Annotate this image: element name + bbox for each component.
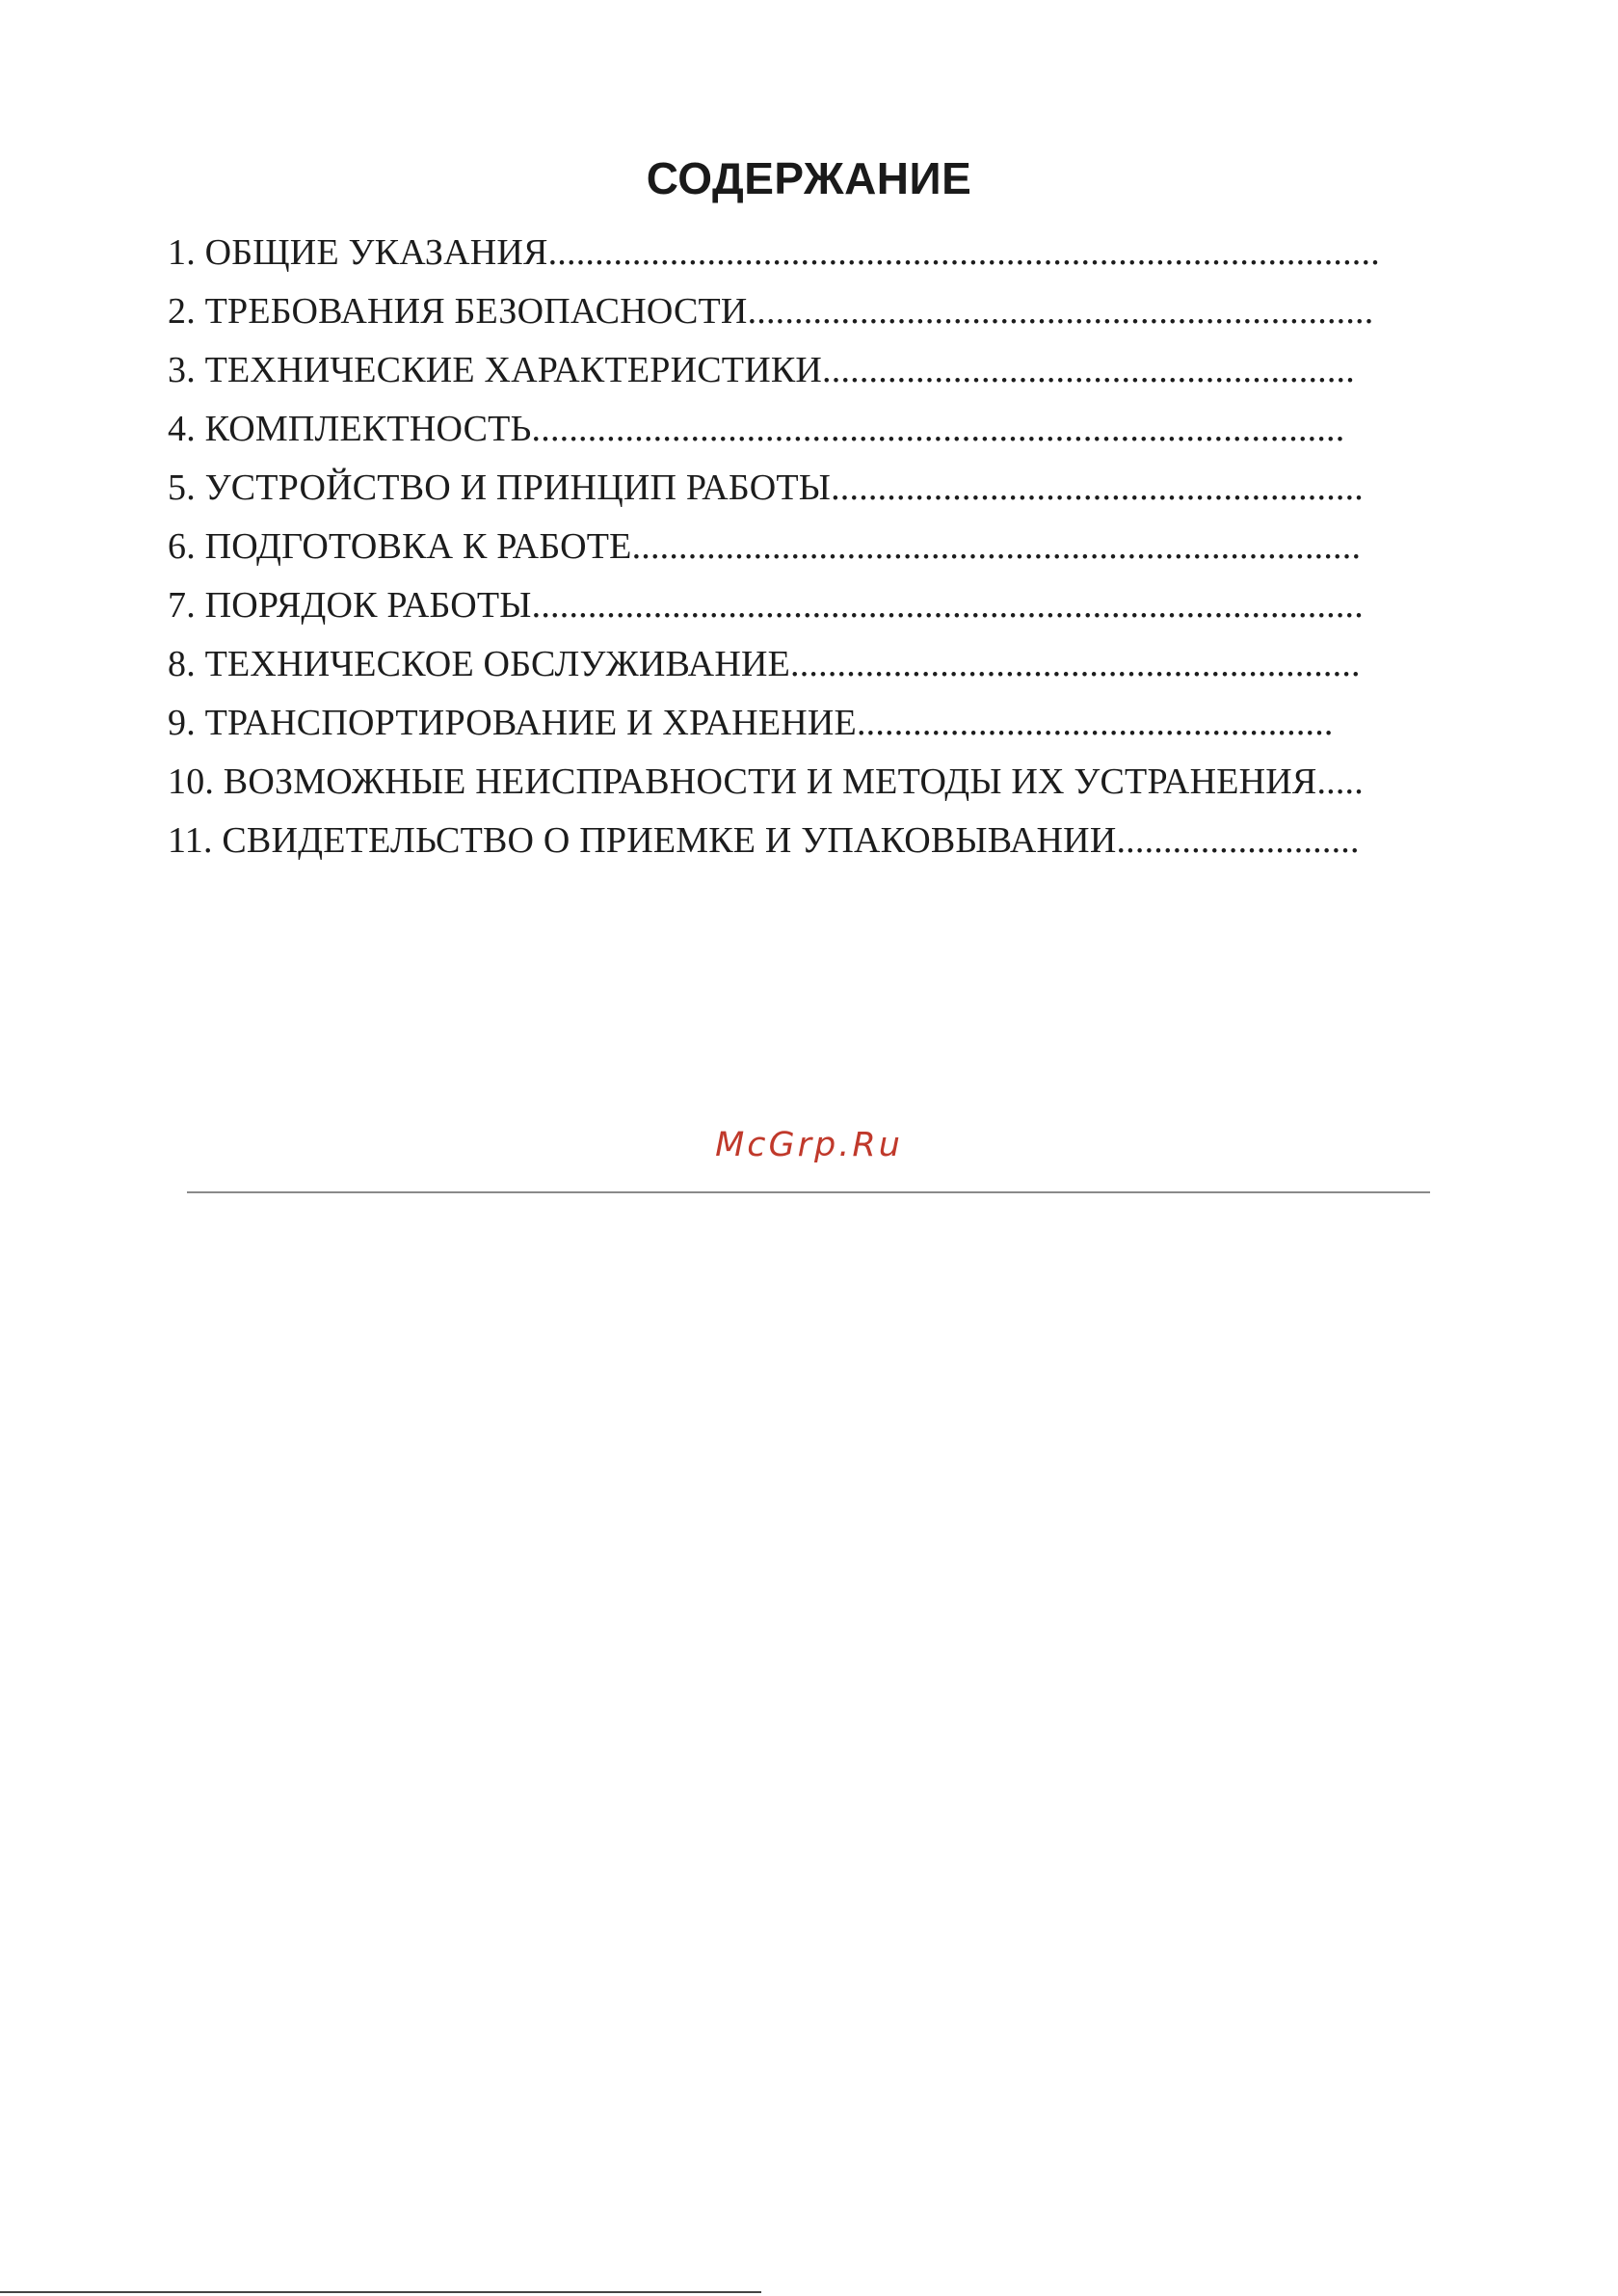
toc-entry-text: 10. ВОЗМОЖНЫЕ НЕИСПРАВНОСТИ И МЕТОДЫ ИХ УСТРАНЕНИЯ — [168, 761, 1317, 802]
toc-leader-dots: ......................................................................................... — [531, 585, 1364, 626]
toc-leader-dots: .............................................................................. — [631, 526, 1362, 567]
table-of-contents — [168, 224, 1380, 870]
toc-entry[interactable] — [168, 694, 1380, 753]
toc-entry[interactable] — [168, 576, 1380, 635]
footer-divider — [187, 1191, 1430, 1193]
watermark-logo: McGrp.Ru — [715, 1126, 903, 1164]
toc-entry-text: 3. ТЕХНИЧЕСКИЕ ХАРАКТЕРИСТИКИ — [168, 350, 823, 390]
toc-leader-dots: ......................................................... — [822, 350, 1355, 390]
toc-entry[interactable] — [168, 518, 1380, 576]
toc-entry-text: 1. ОБЩИЕ УКАЗАНИЯ — [168, 232, 548, 273]
toc-entry[interactable] — [168, 635, 1380, 694]
toc-entry[interactable] — [168, 812, 1380, 870]
toc-entry[interactable] — [168, 341, 1380, 400]
toc-leader-dots: ............................................................. — [790, 644, 1361, 684]
toc-leader-dots: ....................................................................................... — [531, 409, 1345, 449]
toc-entry-text: 8. ТЕХНИЧЕСКОЕ ОБСЛУЖИВАНИЕ — [168, 644, 791, 684]
toc-entry-text: 4. КОМПЛЕКТНОСТЬ — [168, 409, 532, 449]
toc-entry[interactable] — [168, 224, 1380, 282]
toc-entry-text: 11. СВИДЕТЕЛЬСТВО О ПРИЕМКЕ И УПАКОВЫВАНИИ — [168, 820, 1117, 861]
bottom-edge-rule — [0, 2291, 761, 2293]
toc-leader-dots: ......................................................................................... — [547, 232, 1380, 273]
toc-entry[interactable] — [168, 282, 1380, 341]
toc-entry-text: 2. ТРЕБОВАНИЯ БЕЗОПАСНОСТИ — [168, 291, 748, 332]
toc-leader-dots: ................................................................... — [747, 291, 1374, 332]
toc-entry[interactable] — [168, 400, 1380, 459]
page-title: СОДЕРЖАНИЕ — [646, 153, 972, 203]
toc-entry-text: 9. ТРАНСПОРТИРОВАНИЕ И ХРАНЕНИЕ — [168, 703, 857, 743]
toc-entry-text: 7. ПОРЯДОК РАБОТЫ — [168, 585, 532, 626]
toc-entry-text: 5. УСТРОЙСТВО И ПРИНЦИП РАБОТЫ — [168, 467, 832, 508]
toc-leader-dots: ................................................... — [856, 703, 1334, 743]
toc-entry[interactable] — [168, 753, 1380, 812]
toc-leader-dots: .......................... — [1116, 820, 1360, 861]
toc-entry[interactable] — [168, 459, 1380, 518]
toc-leader-dots: ..... — [1316, 761, 1364, 802]
toc-leader-dots: ......................................................... — [831, 467, 1364, 508]
toc-entry-text: 6. ПОДГОТОВКА К РАБОТЕ — [168, 526, 632, 567]
